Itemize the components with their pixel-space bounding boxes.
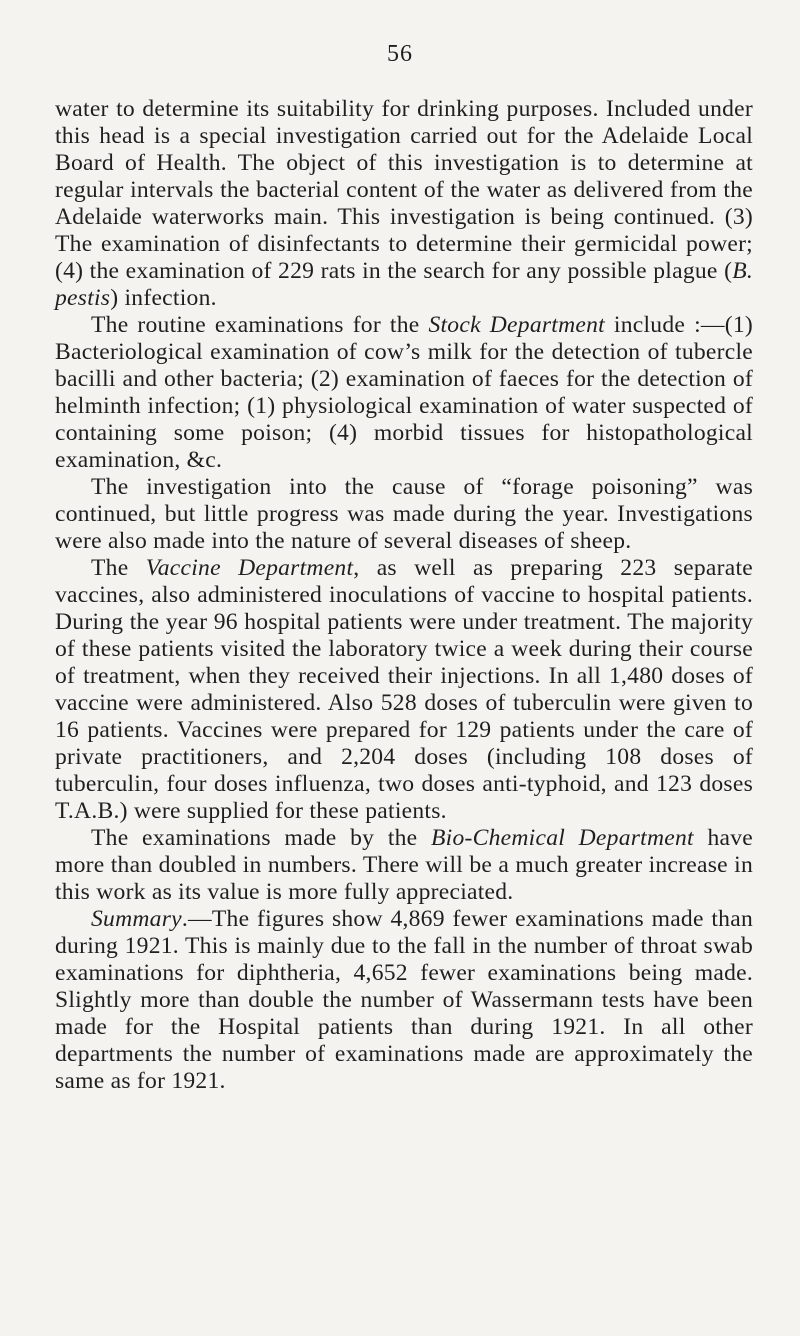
text-segment: ) infection. [110, 285, 217, 311]
text-segment: The [91, 555, 146, 581]
text-segment: The examinations made by the [91, 825, 431, 851]
paragraph [55, 825, 753, 906]
italic-text-segment: Vaccine Department [145, 555, 354, 581]
body-text [55, 96, 753, 1095]
paragraph [55, 906, 753, 1095]
text-segment: , as well as preparing 223 separate vaccines, also administered inoculations of vaccine to hospital patients. During the year 96 hospital patients were under treatment. The majority of these patients visited the laboratory twice a week during their course of treatment, when they received their injections. In all 1,480 doses of vaccine were administered. Also 528 doses of tuberculin were given to 16 patients. Vaccines were prepared for 129 patients under the care of private practitioners, and 2,204 doses (including 108 doses of tuberculin, four doses influenza, two doses anti-typhoid, and 123 doses T.A.B.) were supplied for these patients. [55, 555, 753, 824]
paragraph [55, 312, 753, 474]
paragraph [55, 474, 753, 555]
italic-text-segment: Summary [91, 906, 182, 932]
italic-text-segment: Stock Department [428, 312, 605, 338]
italic-text-segment: B. pestis [55, 258, 753, 311]
text-segment: The investigation into the cause of “forage poisoning” was continued, but little progress was made during the year. Investigations were also made into the nature of several diseases of sheep. [55, 474, 753, 554]
text-segment: water to determine its suitability for drinking purposes. Included under this head is a special investigation carried out for the Adelaide Local Board of Health. The object of this investigation is to determine at regular intervals the bacterial content of the water as delivered from the Adelaide waterworks main. This investigation is being continued. (3) The examination of disinfectants to determine their germicidal power; (4) the examination of 229 rats in the search for any possible plague ( [55, 96, 753, 284]
page-number: 56 [387, 41, 413, 67]
text-segment: include :—(1) Bacteriological examination of cow’s milk for the detection of tubercle bacilli and other bacteria; (2) examination of faeces for the detection of helminth infection; (1) physiological examination of water suspected of containing some poison; (4) morbid tissues for histopathological examination, &c. [55, 312, 753, 473]
italic-text-segment: Bio-Chemical Department [431, 825, 694, 851]
paragraph [55, 555, 753, 825]
text-segment: The routine examinations for the [91, 312, 429, 338]
paragraph [55, 96, 753, 312]
text-segment: .—The figures show 4,869 fewer examinations made than during 1921. This is mainly due to the fall in the number of throat swab examinations for diphtheria, 4,652 fewer examinations being made. Slightly more than double the number of Wassermann tests have been made for the Hospital patients than during 1921. In all other departments the number of examinations made are approximately the same as for 1921. [55, 906, 753, 1094]
text-segment: have more than doubled in numbers. There will be a much greater increase in this work as its value is more fully appreciated. [55, 825, 753, 905]
